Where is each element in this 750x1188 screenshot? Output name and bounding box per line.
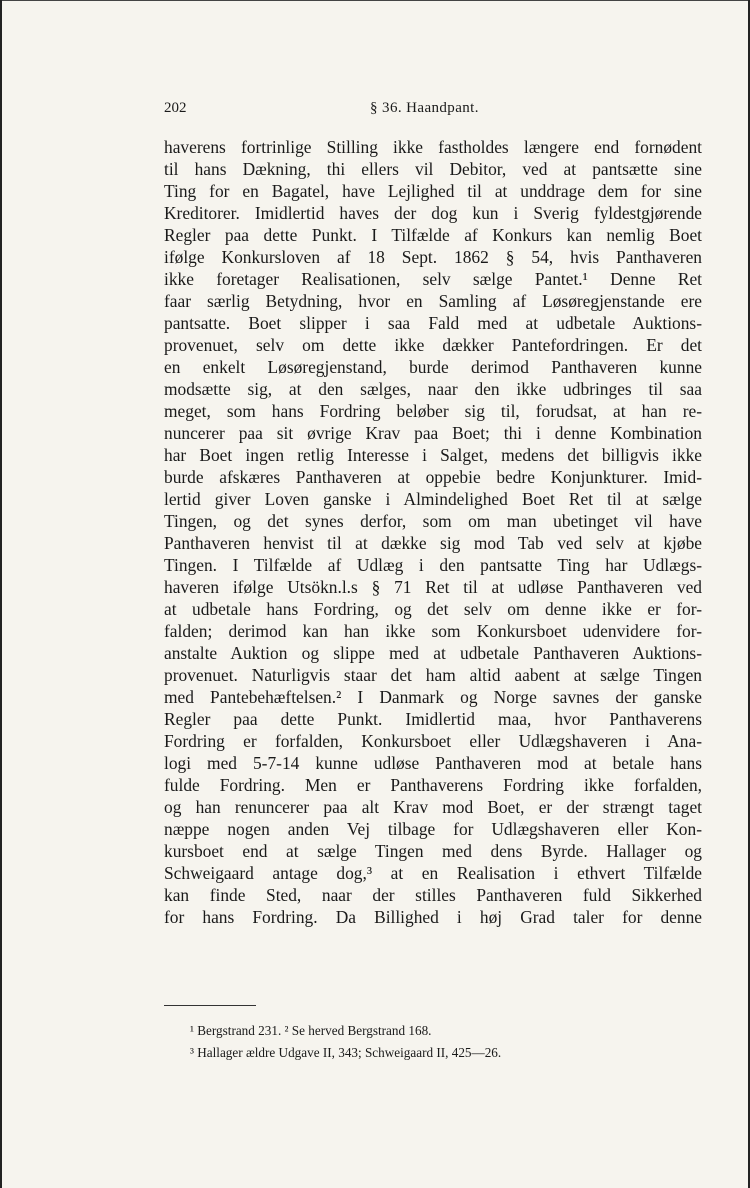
text-line: Regler paa dette Punkt. I Tilfælde af Konkurs kan nemlig Boet (164, 225, 702, 245)
running-head: § 36. Haandpant. (370, 100, 479, 116)
text-line: ifølge Konkursloven af 18 Sept. 1862 § 54, hvis Panthaveren (164, 247, 702, 267)
text-line: næppe nogen anden Vej tilbage for Udlægshaveren eller Kon- (164, 819, 702, 839)
text-line: Kreditorer. Imidlertid haves der dog kun i Sverig fyldestgjørende (164, 203, 702, 223)
text-line: anstalte Auktion og slippe med at udbetale Panthaveren Auktions- (164, 643, 702, 663)
text-line: Panthaveren henvist til at dække sig mod Tab ved selv at kjøbe (164, 533, 702, 553)
text-line: pantsatte. Boet slipper i saa Fald med at udbetale Auktions- (164, 313, 702, 333)
text-line: med Pantebehæftelsen.² I Danmark og Norge savnes der ganske (164, 687, 702, 707)
text-line: Regler paa dette Punkt. Imidlertid maa, hvor Panthaverens (164, 709, 702, 729)
text-line: har Boet ingen retlig Interesse i Salget, medens det billigvis ikke (164, 445, 702, 465)
text-line: at udbetale hans Fordring, og det selv om denne ikke er for- (164, 599, 702, 619)
text-line: lertid giver Loven ganske i Almindelighed Boet Ret til at sælge (164, 489, 702, 509)
page-edge-left (0, 0, 2, 1188)
footnotes (190, 1020, 690, 1064)
text-line: fulde Fordring. Men er Panthaverens Fordring ikke forfalden, (164, 775, 702, 795)
text-line: kan finde Sted, naar der stilles Panthaveren fuld Sikkerhed (164, 885, 702, 905)
text-line: for hans Fordring. Da Billighed i høj Grad taler for denne (164, 907, 702, 927)
text-line: en enkelt Løsøregjenstand, burde derimod Panthaveren kunne (164, 357, 702, 377)
page-edge-top (0, 0, 750, 1)
text-line: ikke foretager Realisationen, selv sælge Pantet.¹ Denne Ret (164, 269, 702, 289)
text-line: haverens fortrinlige Stilling ikke fastholdes længere end fornødent (164, 137, 702, 157)
footnote-line: ¹ Bergstrand 231. ² Se herved Bergstrand 168. (190, 1023, 432, 1038)
text-line: modsætte sig, at den sælges, naar den ikke udbringes til saa (164, 379, 702, 399)
text-line: til hans Dækning, thi ellers vil Debitor, ved at pantsætte sine (164, 159, 702, 179)
body-text (164, 136, 702, 928)
text-line: og han renuncerer paa alt Krav mod Boet, er der strængt taget (164, 797, 702, 817)
text-line: burde afskæres Panthaveren at oppebie bedre Konjunkturer. Imid- (164, 467, 702, 487)
text-line: haveren ifølge Utsökn.l.s § 71 Ret til at udløse Panthaveren ved (164, 577, 702, 597)
page-number: 202 (164, 100, 187, 116)
text-line: Tingen, og det synes derfor, som om man ubetinget vil have (164, 511, 702, 531)
text-line: faar særlig Betydning, hvor en Samling af Løsøregjenstande ere (164, 291, 702, 311)
text-line: Tingen. I Tilfælde af Udlæg i den pantsatte Ting har Udlægs- (164, 555, 702, 575)
text-line: meget, som hans Fordring beløber sig til, forudsat, at han re- (164, 401, 702, 421)
page-header (0, 100, 750, 122)
text-line: falden; derimod kan han ikke som Konkursboet udenvidere for- (164, 621, 702, 641)
text-line: provenuet, selv om dette ikke dækker Pantefordringen. Er det (164, 335, 702, 355)
footnote-separator (164, 1005, 256, 1006)
text-line: Fordring er forfalden, Konkursboet eller Udlægshaveren i Ana- (164, 731, 702, 751)
text-line: Ting for en Bagatel, have Lejlighed til at unddrage dem for sine (164, 181, 702, 201)
text-line: provenuet. Naturligvis staar det ham altid aabent at sælge Tingen (164, 665, 702, 685)
text-line: Schweigaard antage dog,³ at en Realisation i ethvert Tilfælde (164, 863, 702, 883)
text-line: logi med 5-7-14 kunne udløse Panthaveren mod at betale hans (164, 753, 702, 773)
text-line: nuncerer paa sit øvrige Krav paa Boet; thi i denne Kombination (164, 423, 702, 443)
footnote-line: ³ Hallager ældre Udgave II, 343; Schweigaard II, 425—26. (190, 1045, 502, 1060)
text-line: kursboet end at sælge Tingen med dens Byrde. Hallager og (164, 841, 702, 861)
